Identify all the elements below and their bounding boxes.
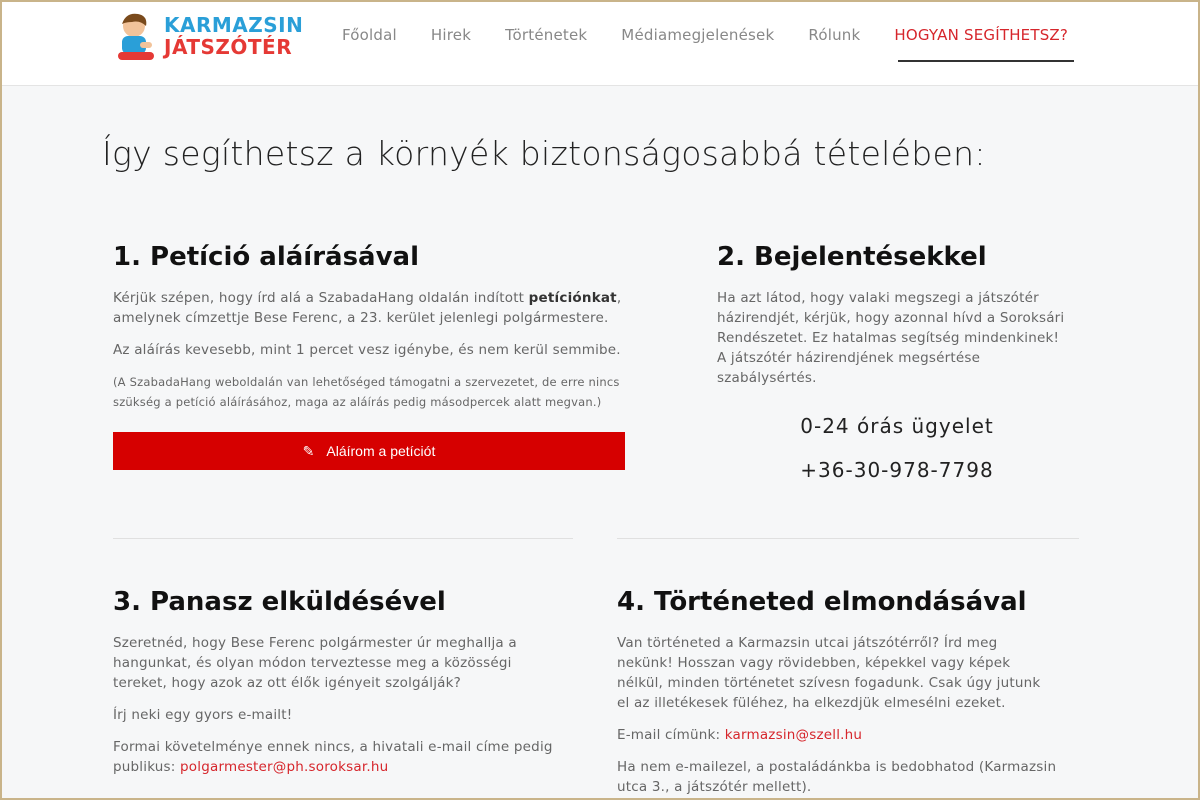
complaint-heading: 3. Panasz elküldésével (113, 587, 446, 617)
section-petition (113, 242, 625, 470)
hotline-hours: 0-24 órás ügyelet (800, 414, 994, 438)
hotline-phone[interactable]: +36-30-978-7798 (800, 458, 994, 482)
section-reports (717, 242, 1067, 482)
story-email-pre: E-mail címünk: (617, 727, 725, 743)
main-nav (342, 26, 1068, 44)
section-story (617, 587, 1057, 800)
section-complaint (113, 587, 553, 789)
nav-news[interactable]: Hirek (430, 26, 472, 44)
site-header (2, 2, 1198, 86)
nav-stories[interactable]: Történetek (505, 26, 588, 44)
nav-media[interactable]: Médiamegjelenések (621, 26, 775, 44)
sign-petition-button[interactable] (113, 432, 625, 470)
complaint-text: Szeretnéd, hogy Bese Ferenc polgármester úr meghallja a hangunkat, és olyan módon terveztesse meg a közösségi tereket, hogy azok az ott élők igényeit szolgálják? (113, 635, 517, 691)
logo-line-1: KARMAZSIN (164, 13, 304, 37)
story-heading: 4. Történeted elmondásával (617, 587, 1027, 617)
petition-text-post: , amelynek címzettje Bese Ferenc, a 23. kerület jelenlegi polgármestere. (113, 290, 622, 326)
petition-text-pre: Kérjük szépen, hogy írd alá a SzabadaHang oldalán indított (113, 290, 529, 306)
complaint-cta: Írj neki egy gyors e-mailt! (113, 707, 293, 723)
nav-about[interactable]: Rólunk (808, 26, 861, 44)
sign-petition-label: Aláírom a petíciót (326, 443, 436, 459)
mayor-email-link[interactable]: polgarmester@ph.soroksar.hu (180, 759, 389, 775)
petition-text (113, 288, 625, 328)
complaint-email-text (113, 737, 553, 777)
pencil-icon: ✎ (302, 442, 315, 459)
petition-note: (A SzabadaHang weboldalán van lehetőséged támogatni a szervezetet, de erre nincs szükség a petíció aláírásához, maga az aláírás pedig másodpercek alatt megvan.) (113, 375, 620, 409)
page-title: Így segíthetsz a környék biztonságosabbá tételében: (102, 134, 986, 173)
story-email-text (617, 725, 1057, 745)
divider-right (617, 538, 1079, 539)
reports-text: Ha azt látod, hogy valaki megszegi a játszótér házirendjét, kérjük, hogy azonnal hívd a Soroksári Rendészetet. Ez hatalmas segítség mindenkinek! A játszótér házirendjének megsértése szabálysértés. (717, 290, 1065, 386)
nav-home[interactable]: Főoldal (342, 26, 397, 44)
complaint-email-pre: Formai követelménye ennek nincs, a hivatali e-mail címe pedig publikus: (113, 739, 553, 775)
karmazsin-email-link[interactable]: karmazsin@szell.hu (724, 727, 863, 743)
story-mailbox-text: Ha nem e-mailezel, a postaládánkba is bedobhatod (Karmazsin utca 3., a játszótér mellett). (617, 759, 1057, 795)
nav-how-to-help[interactable]: HOGYAN SEGÍTHETSZ? (894, 26, 1069, 44)
divider-left (113, 538, 573, 539)
story-text: Van történeted a Karmazsin utcai játszótérről? Írd meg nekünk! Hosszan vagy rövidebben, képekkel vagy képek nélkül, minden történetet szívesn fogadunk. Csak úgy jutunk el az illetékesek füléhez, ha elkezdjük elmesélni ezeket. (617, 635, 1041, 711)
petition-heading: 1. Petíció aláírásával (113, 242, 419, 272)
logo-text (164, 14, 303, 58)
site-logo[interactable] (114, 10, 304, 66)
petition-link-text[interactable]: petíciónkat (528, 290, 617, 306)
petition-duration-text: Az aláírás kevesebb, mint 1 percet vesz igénybe, és nem kerül semmibe. (113, 342, 621, 358)
child-mascot-icon (114, 12, 160, 64)
reports-heading: 2. Bejelentésekkel (717, 242, 987, 272)
logo-line-2: JÁTSZÓTÉR (164, 35, 293, 59)
